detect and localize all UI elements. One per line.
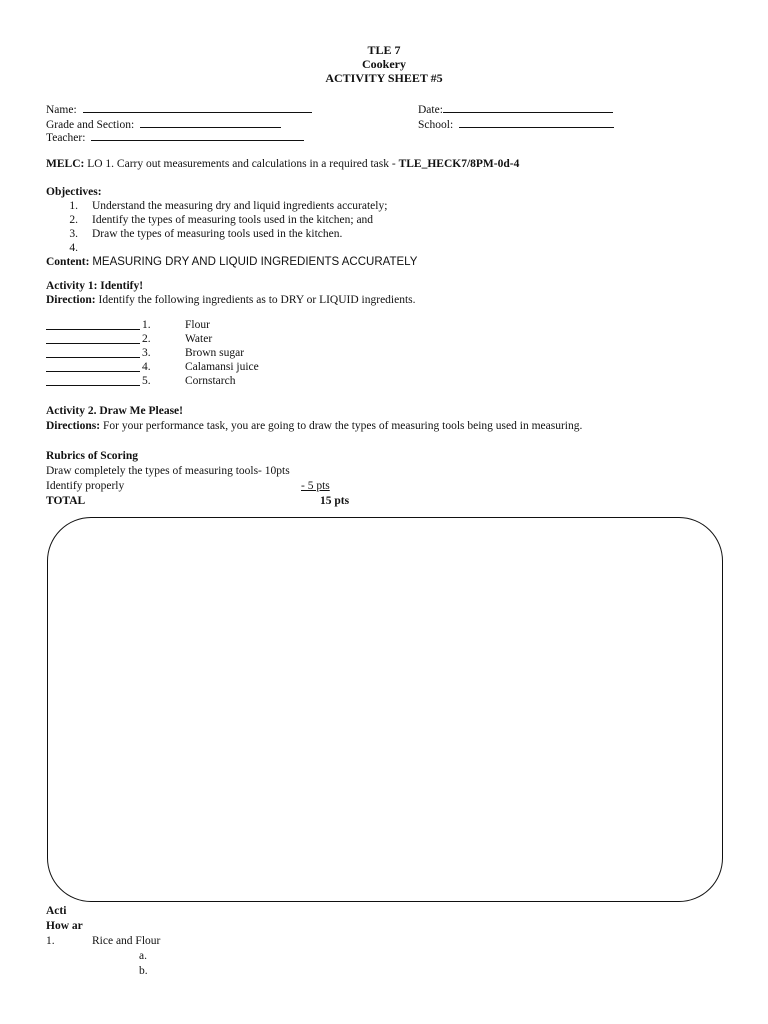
activity2-title: Activity 2. Draw Me Please! [46,405,183,417]
item-text: Brown sugar [185,347,245,359]
item-text: Water [185,333,213,345]
rubric-row-value: - 5 pts [301,480,330,492]
grade-blank[interactable] [140,116,281,128]
teacher-field [46,129,304,145]
activity3-sub-b: b. [139,965,148,977]
melc-line [46,157,519,171]
answer-blank[interactable] [46,346,140,358]
activity1-title: Activity 1: Identify! [46,280,144,292]
activity2-direction-label: Directions: [46,420,101,432]
content-line [46,255,417,269]
activity2-direction-text: For your performance task, you are going to draw the types of measuring tools being used in measuring. [102,420,583,432]
rubric-row: Draw completely the types of measuring tools- 10pts [46,465,290,477]
answer-blank[interactable] [46,374,140,386]
objective-text: Understand the measuring dry and liquid ingredients accurately; [92,200,388,212]
date-blank[interactable] [443,101,613,113]
name-label: Name: [46,104,77,116]
total-value: 15 pts [320,495,350,507]
list-item [46,360,366,374]
item-text: Cornstarch [185,375,236,387]
item-num: 4. [142,361,151,373]
activity3-sub-a: a. [139,950,147,962]
item-num: 3. [142,347,151,359]
item-num: 1. [142,319,151,331]
activity1-direction [46,293,416,307]
activity3-title: Acti [46,905,67,917]
school-blank[interactable] [459,116,614,128]
date-label: Date: [418,104,443,116]
name-field [46,101,312,117]
school-label: School: [418,119,454,131]
answer-blank[interactable] [46,318,140,330]
item-text: Calamansi juice [185,361,259,373]
rubrics-heading: Rubrics of Scoring [46,450,138,462]
list-item [46,374,366,388]
melc-text: LO 1. Carry out measurements and calculations in a required task - [87,158,396,170]
course-title: Cookery [362,57,406,71]
subject-title: TLE 7 [367,43,401,57]
teacher-label: Teacher: [46,132,86,144]
objective-text: Draw the types of measuring tools used in the kitchen. [92,228,343,240]
grade-label: Grade and Section: [46,119,135,131]
date-field [418,101,613,117]
objective-num: 2. [69,214,78,226]
activity3-item-text: Rice and Flour [92,935,161,947]
objective-num: 4. [69,242,78,254]
objective-num: 3. [69,228,78,240]
rubric-row-label: Identify properly [46,480,125,492]
list-item [46,318,366,332]
activity3-question: How ar [46,920,83,932]
objectives-heading: Objectives: [46,186,102,198]
activity1-direction-text: Identify the following ingredients as to DRY or LIQUID ingredients. [98,294,416,306]
item-text: Flour [185,319,210,331]
answer-blank[interactable] [46,360,140,372]
content-label: Content: [46,256,90,268]
sheet-title: ACTIVITY SHEET #5 [325,71,443,85]
name-blank[interactable] [83,101,312,113]
objective-num: 1. [69,200,78,212]
school-field [418,116,614,132]
drawing-box[interactable] [47,517,723,902]
answer-blank[interactable] [46,332,140,344]
content-text: MEASURING DRY AND LIQUID INGREDIENTS ACCURATELY [92,256,418,268]
item-num: 2. [142,333,151,345]
objective-text: Identify the types of measuring tools used in the kitchen; and [92,214,374,226]
activity1-direction-label: Direction: [46,294,96,306]
list-item [46,346,366,360]
teacher-blank[interactable] [91,129,304,141]
melc-label: MELC: [46,158,85,170]
melc-code: TLE_HECK7/8PM-0d-4 [398,158,520,170]
item-num: 5. [142,375,151,387]
total-label: TOTAL [46,495,86,507]
activity2-direction [46,419,582,433]
list-item [46,332,366,346]
activity3-item-num: 1. [46,935,55,947]
